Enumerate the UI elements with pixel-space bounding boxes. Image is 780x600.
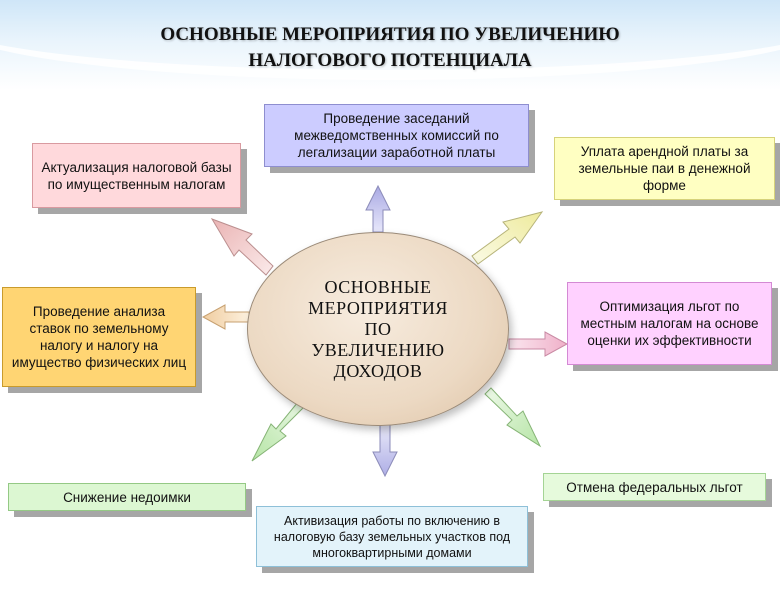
central-line-2: МЕРОПРИЯТИЯ xyxy=(308,297,448,318)
arrow-down-icon xyxy=(373,424,397,476)
arrow-left-icon xyxy=(203,305,249,329)
box-benefits-optimization xyxy=(567,282,772,365)
central-ellipse xyxy=(247,232,509,426)
central-line-5: ДОХОДОВ xyxy=(333,360,423,381)
central-line-3: ПО xyxy=(364,318,392,339)
arrow-up-right-icon xyxy=(472,212,542,264)
central-line-4: УВЕЛИЧЕНИЮ xyxy=(311,339,445,360)
box-tax-base-text: Актуализация налоговой базы по имущественным налогам xyxy=(41,159,232,192)
arrow-right-icon xyxy=(509,332,567,356)
box-arrears-text: Снижение недоимки xyxy=(63,489,191,505)
box-meetings-text: Проведение заседаний межведомственных комиссий по легализации заработной платы xyxy=(294,111,499,160)
box-land-plots-text: Активизация работы по включению в налоговую базу земельных участков под многоквартирными домами xyxy=(273,513,511,560)
title-line-1: ОСНОВНЫЕ МЕРОПРИЯТИЯ ПО УВЕЛИЧЕНИЮ xyxy=(160,24,620,45)
central-line-1: ОСНОВНЫЕ xyxy=(324,276,432,297)
box-tax-base xyxy=(32,143,241,208)
arrow-up-icon xyxy=(366,186,390,232)
box-federal-benefits-text: Отмена федеральных льгот xyxy=(566,479,743,495)
arrow-down-right-icon xyxy=(485,388,540,446)
box-rates-analysis xyxy=(2,287,196,387)
box-rent xyxy=(554,137,775,200)
box-arrears xyxy=(8,483,246,511)
box-federal-benefits xyxy=(543,473,766,501)
box-rates-analysis-text: Проведение анализа ставок по земельному налогу и налогу на имущество физических лиц xyxy=(11,304,187,370)
box-meetings xyxy=(264,104,529,167)
title-line-2: НАЛОГОВОГО ПОТЕНЦИАЛА xyxy=(248,50,532,71)
central-label xyxy=(308,277,448,382)
box-rent-text: Уплата арендной платы за земельные паи в денежной форме xyxy=(578,144,751,193)
box-benefits-optimization-text: Оптимизация льгот по местным налогам на основе оценки их эффективности xyxy=(580,299,759,348)
arrow-up-left-icon xyxy=(212,219,273,275)
box-land-plots xyxy=(256,506,528,567)
